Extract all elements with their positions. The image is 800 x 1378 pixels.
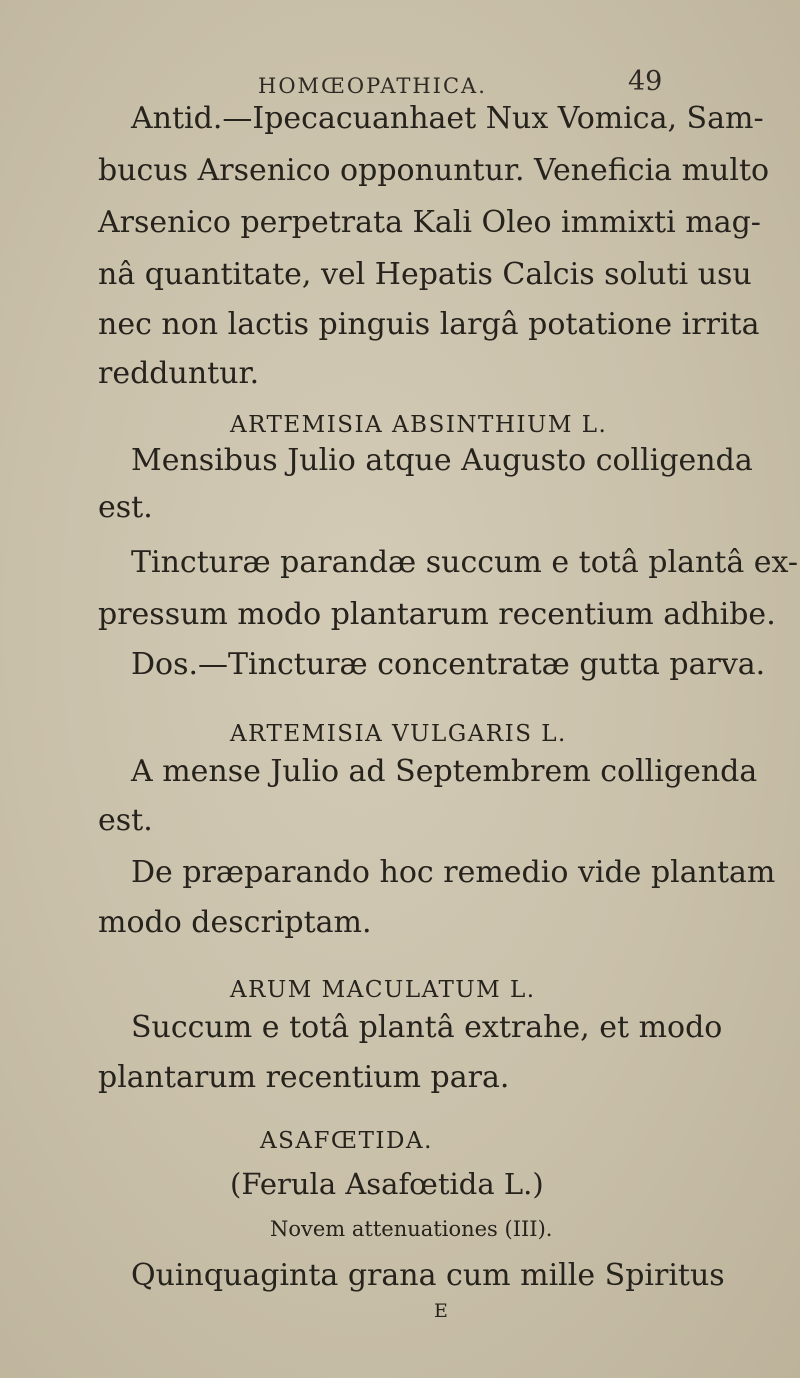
signature-mark: E xyxy=(434,1300,448,1322)
text-line: plantarum recentium para. xyxy=(98,1060,510,1095)
text-line: A mense Julio ad Septembrem colligenda xyxy=(131,754,758,789)
text-line: nâ quantitate, vel Hepatis Calcis soluti usu xyxy=(98,257,752,292)
attenuation-note: Novem attenuationes (III). xyxy=(270,1217,553,1241)
section-heading: ARTEMISIA VULGARIS L. xyxy=(230,721,567,747)
text-line: redduntur. xyxy=(98,356,260,391)
page-number: 49 xyxy=(628,66,663,97)
text-line: modo descriptam. xyxy=(98,905,372,940)
text-line: Dos.—Tincturæ concentratæ gutta parva. xyxy=(131,647,766,682)
text-line: Succum e totâ plantâ extrahe, et modo xyxy=(131,1010,723,1045)
section-heading: ARTEMISIA ABSINTHIUM L. xyxy=(230,412,608,438)
text-line: Antid.—Ipecacuanhaet Nux Vomica, Sam- xyxy=(131,101,764,136)
text-line: nec non lactis pinguis largâ potatione irrita xyxy=(98,307,760,342)
text-line: Mensibus Julio atque Augusto colligenda xyxy=(131,443,753,478)
text-line: pressum modo plantarum recentium adhibe. xyxy=(98,597,776,632)
section-subheading: (Ferula Asafœtida L.) xyxy=(230,1167,544,1201)
text-line: Quinquaginta grana cum mille Spiritus xyxy=(131,1258,725,1293)
text-line: est. xyxy=(98,803,153,838)
text-line: De præparando hoc remedio vide plantam xyxy=(131,855,776,890)
text-line: Tincturæ parandæ succum e totâ plantâ ex- xyxy=(131,545,799,580)
text-line: Arsenico perpetrata Kali Oleo immixti mag- xyxy=(98,205,761,240)
running-title: HOMŒOPATHICA. xyxy=(258,74,487,98)
section-heading: ARUM MACULATUM L. xyxy=(230,977,536,1003)
text-line: bucus Arsenico opponuntur. Veneficia multo xyxy=(98,153,770,188)
section-heading: ASAFŒTIDA. xyxy=(260,1128,433,1154)
text-line: est. xyxy=(98,490,153,525)
